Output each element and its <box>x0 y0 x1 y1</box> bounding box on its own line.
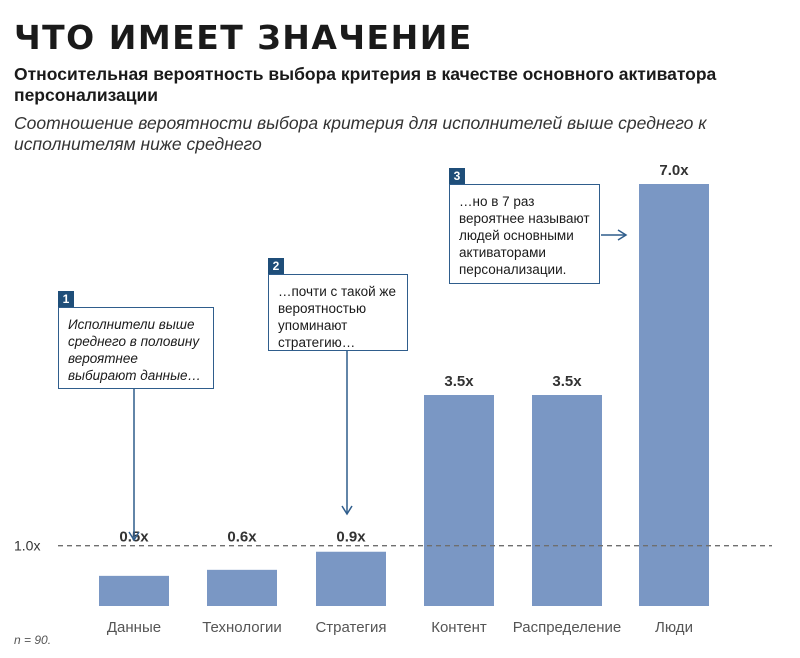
chart-subtitle: Соотношение вероятности выбора критерия для исполнителей выше среднего к исполнителям ниже среднего <box>14 113 707 154</box>
callout-3-text: …но в 7 раз вероятнее называют людей основными активаторами персонализации. <box>459 194 590 277</box>
callout-3-badge: 3 <box>449 168 465 184</box>
category-label-3: Стратегия <box>315 619 387 636</box>
value-label-1: 0.5x <box>119 528 149 546</box>
callout-2-text: …почти с такой же вероятностью упоминают стратегию… <box>278 284 396 350</box>
category-label-6: Люди <box>655 619 693 636</box>
callout-1-badge: 1 <box>58 291 74 307</box>
category-label-1: Данные <box>106 619 162 636</box>
value-label-6: 7.0x <box>659 162 689 179</box>
reference-line-label: 1.0x <box>14 537 41 554</box>
callout-3-box <box>449 184 600 284</box>
value-label-5: 3.5x <box>552 373 582 390</box>
bar-4 <box>424 395 494 606</box>
bar-3 <box>316 552 386 606</box>
bar-6 <box>639 184 709 606</box>
bar-1 <box>99 576 169 606</box>
value-label-2: 0.6x <box>227 528 257 546</box>
footnote: n = 90. <box>14 633 52 647</box>
bar-chart <box>0 150 800 640</box>
category-label-5: Распределение <box>512 619 622 636</box>
chart-title: Относительная вероятность выбора критерия в качестве основного активатора персонализации <box>14 64 717 105</box>
category-label-4: Контент <box>431 619 487 636</box>
callout-2-badge: 2 <box>268 258 284 274</box>
category-label-2: Технологии <box>202 619 282 636</box>
callout-1-box <box>58 307 214 389</box>
value-label-3: 0.9x <box>336 528 366 546</box>
chart-kicker: ЧТО ИМЕЕТ ЗНАЧЕНИЕ <box>14 18 473 57</box>
value-label-4: 3.5x <box>444 373 474 390</box>
bar-2 <box>207 570 277 606</box>
bar-5 <box>532 395 602 606</box>
callout-1-text: Исполнители выше среднего в половину вероятнее выбирают данные… <box>68 317 202 383</box>
callout-2-box <box>268 274 408 351</box>
